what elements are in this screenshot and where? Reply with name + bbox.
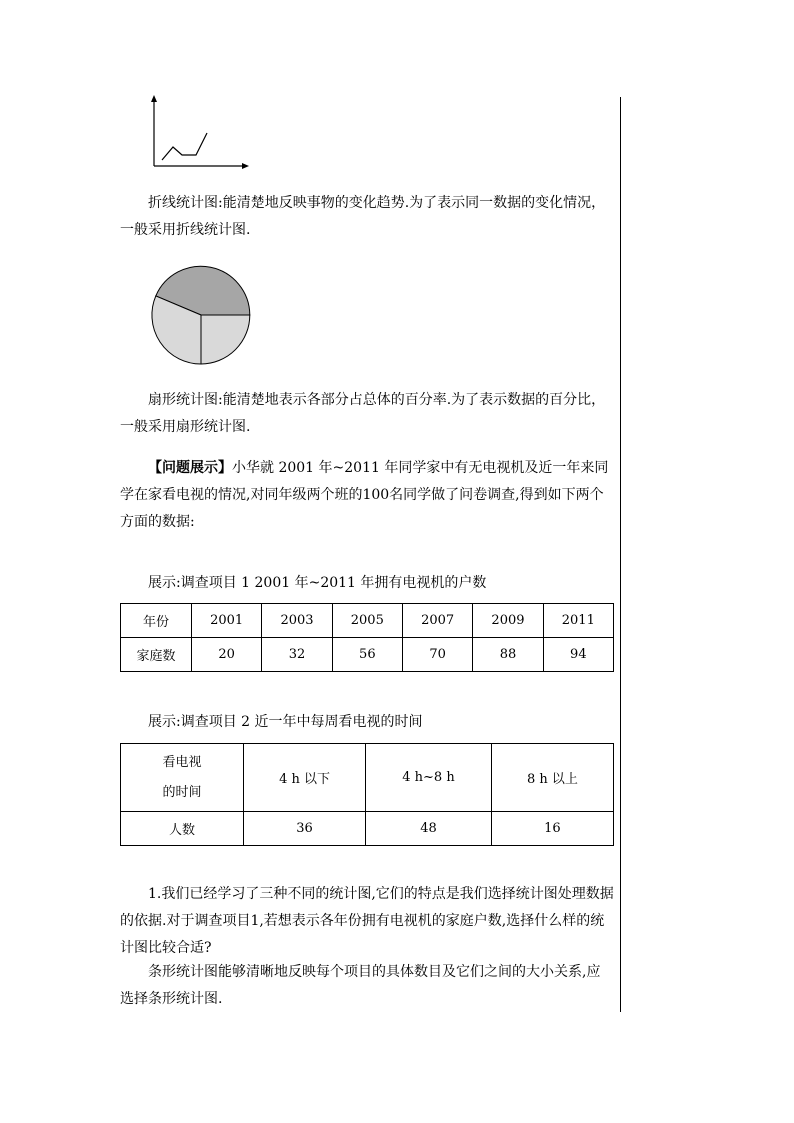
problem-text: 小华就 2001 年~2011 年同学家中有无电视机及近一年来同学在家看电视的情况,对同年级两个班的100名同学做了问卷调查,得到如下两个方面的数据: [120,460,609,530]
row-header: 家庭数 [121,638,192,672]
pie-slice-right [201,315,250,364]
year-cell: 2011 [543,604,613,638]
problem-tag: 【问题展示】 [148,460,232,476]
table-row [121,744,614,812]
year-cell: 2001 [192,604,262,638]
year-cell: 2003 [262,604,332,638]
page-right-border [620,97,621,1012]
problem-statement [120,455,614,536]
line-chart-description [120,190,614,244]
table-row [121,812,614,846]
line-chart-term: 折线统计图 [148,195,218,211]
people-count-cell: 16 [491,812,613,846]
table-row [121,638,614,672]
family-count-cell: 70 [402,638,472,672]
survey2-caption: 展示:调查项目 2 近一年中每周看电视的时间 [148,714,423,730]
line-chart-explanation: :能清楚地反映事物的变化趋势.为了表示同一数据的变化情况，一般采用折线统计图. [120,195,606,238]
row-header [121,744,244,812]
family-count-cell: 94 [543,638,613,672]
people-count-cell: 36 [244,812,366,846]
time-range-cell: 8 h 以上 [491,744,613,812]
pie-chart-description [120,387,614,441]
header-line: 看电视 [162,754,202,770]
table-row [121,604,614,638]
survey1-table [120,603,614,672]
year-cell: 2005 [332,604,402,638]
answer-1: 条形统计图能够清晰地反映每个项目的具体数目及它们之间的大小关系,应选择条形统计图. [120,964,601,1007]
year-cell: 2007 [402,604,472,638]
question-1: 1.我们已经学习了三种不同的统计图,它们的特点是我们选择统计图处理数据的依据.对于调查项目1,若想表示各年份拥有电视机的家庭户数,选择什么样的统计图比较合适? [120,886,614,956]
year-cell: 2009 [473,604,543,638]
family-count-cell: 32 [262,638,332,672]
line-chart-icon [148,94,252,174]
people-count-cell: 48 [366,812,492,846]
row-header: 年份 [121,604,192,638]
family-count-cell: 20 [192,638,262,672]
row-header: 人数 [121,812,244,846]
time-range-cell: 4 h 以下 [244,744,366,812]
time-range-cell: 4 h~8 h [366,744,492,812]
survey1-caption: 展示:调查项目 1 2001 年~2011 年拥有电视机的户数 [148,575,487,591]
header-line: 的时间 [162,784,202,800]
pie-chart-explanation: :能清楚地表示各部分占总体的百分率.为了表示数据的百分比，一般采用扇形统计图. [120,392,606,435]
survey2-table [120,743,614,846]
family-count-cell: 88 [473,638,543,672]
family-count-cell: 56 [332,638,402,672]
pie-chart-term: 扇形统计图 [148,392,218,408]
pie-chart-icon [148,262,254,368]
